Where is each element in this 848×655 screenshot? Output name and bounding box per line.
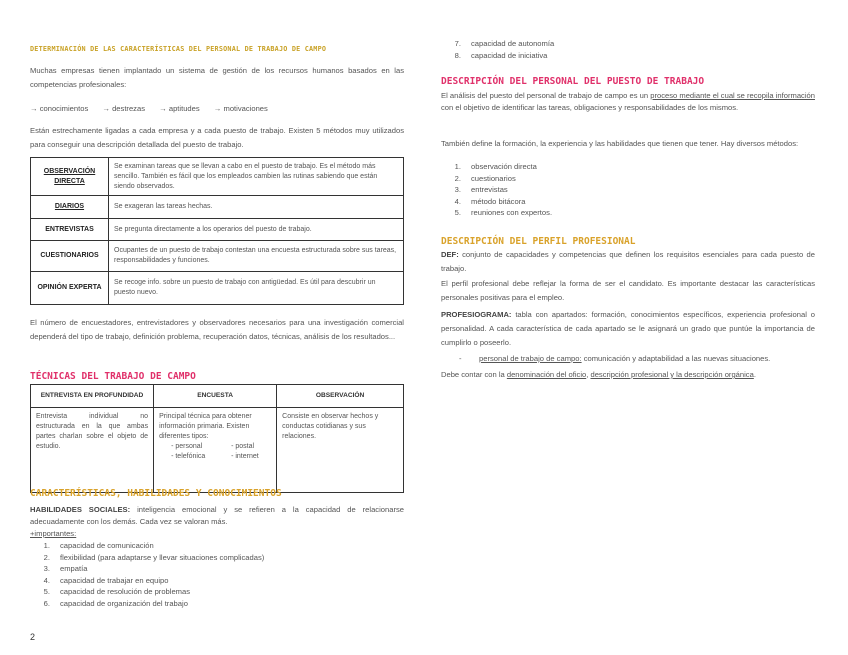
list-item: 4. capacidad de trabajar en equipo [43, 575, 169, 585]
encuesta-type: - postal [231, 443, 255, 450]
bullet-item: - personal de trabajo de campo: comunicación y adaptabilidad a las nuevas situaciones. [459, 354, 771, 363]
section-title-descripcion-personal: DESCRIPCIÓN DEL PERSONAL DEL PUESTO DE TRABAJO [441, 76, 705, 87]
encuesta-type: - personal [171, 443, 203, 450]
method-key: OBSERVACIÓN DIRECTA [31, 158, 109, 196]
competency-item: → aptitudes [159, 104, 200, 113]
encuesta-types [159, 442, 271, 462]
method-desc: Se recoge info. sobre un puesto de trabajo con antigüedad. Es útil para descubrir un puesto nuevo. [109, 272, 404, 305]
list-item: 8. capacidad de iniciativa [454, 50, 548, 60]
techniques-header: ENTREVISTA EN PROFUNDIDAD [31, 385, 154, 408]
final-paragraph: Debe contar con la denominación del oficio, descripción profesional y la descripción orgánica. [441, 370, 756, 379]
underlined-text: personal de trabajo de campo: [479, 354, 582, 363]
method-key: OPINIÓN EXPERTA [31, 272, 109, 305]
table-row [31, 385, 404, 408]
techniques-cell-entrevista: Entrevista individual no estructurada en la que ambas partes charlan sobre el objeto de estudio. [31, 408, 154, 493]
underlined-text: proceso mediante el cual se recopila información [650, 91, 815, 100]
methods-intro: Están estrechamente ligadas a cada empresa y a cada puesto de trabajo. Existen 5 métodos muy utilizados para conseguir una descripción detallada del puesto de trabajo. [30, 126, 404, 149]
techniques-header: ENCUESTA [154, 385, 277, 408]
techniques-table [30, 384, 404, 493]
list-item: 6. capacidad de organización del trabajo [43, 598, 188, 608]
method-key: CUESTIONARIOS [31, 241, 109, 272]
def-label: DEF: [441, 250, 459, 259]
desc-paragraph-1: El análisis del puesto del personal de trabajo de campo es un proceso mediante el cual se recopila información con el objetivo de identificar las tareas, obligaciones y responsabilidades de los mismos. [441, 91, 815, 112]
methods-table [30, 157, 404, 305]
table-row [31, 408, 404, 493]
method-key: DIARIOS [31, 196, 109, 219]
encuesta-type: - telefónica [171, 453, 206, 460]
list-item: 1. capacidad de comunicación [43, 541, 154, 550]
section-title-caracteristicas: CARACTERÍSTICAS, HABILIDADES Y CONOCIMIENTOS [30, 488, 282, 499]
methods-list [441, 161, 552, 219]
encuesta-type: - internet [231, 453, 259, 460]
table-row [31, 196, 404, 219]
section-title-perfil: DESCRIPCIÓN DEL PERFIL PROFESIONAL [441, 236, 636, 247]
list-item: 4. método bitácora [454, 196, 526, 206]
profesiograma-label: PROFESIOGRAMA: [441, 310, 512, 319]
list-item: 5. reuniones con expertos. [454, 208, 553, 218]
method-desc: Ocupantes de un puesto de trabajo contestan una encuesta estructurada sobre sus tareas, responsabilidades y funciones. [109, 241, 404, 272]
list-item: 5. capacidad de resolución de problemas [43, 587, 191, 597]
competency-item: → destrezas [102, 104, 146, 113]
underlined-text: descripción profesional y la descripción orgánica [590, 370, 754, 379]
list-item: 3. empatía [43, 564, 88, 574]
def-paragraph: DEF: conjunto de capacidades y competencias que definen los requisitos esenciales para cada puesto de trabajo. [441, 250, 815, 273]
intro-paragraph: Muchas empresas tienen implantado un sistema de gestión de los recursos humanos basados en las competencias profesionales: [30, 66, 404, 89]
table-row [31, 272, 404, 305]
skills-label: HABILIDADES SOCIALES: [30, 505, 131, 514]
competencies-row [30, 102, 404, 116]
desc-paragraph-2: También define la formación, la experiencia y las habilidades que tienen que tener. Hay diversos métodos: [441, 139, 799, 148]
table-row [31, 158, 404, 196]
continued-list [441, 38, 554, 61]
techniques-cell-encuesta [154, 408, 277, 493]
table-row [31, 219, 404, 241]
method-desc: Se exageran las tareas hechas. [109, 196, 404, 219]
after-methods-paragraph: El número de encuestadores, entrevistadores y observadores necesarios para una investigación comercial dependerá del tipo de trabajo, definición problema, recuperación datos, técnicas, análisis de los resultados... [30, 318, 404, 341]
profile-paragraph-2: El perfil profesional debe reflejar la forma de ser el candidato. Es importante destacar las características personales positivas para el empleo. [441, 279, 815, 302]
list-item: 3. entrevistas [454, 185, 508, 195]
encuesta-text: Principal técnica para obtener información primaria. Existen diferentes tipos: [159, 413, 252, 440]
section-title-determinacion: DETERMINACIÓN DE LAS CARACTERÍSTICAS DEL PERSONAL DE TRABAJO DE CAMPO [30, 45, 327, 53]
list-item: 2. flexibilidad (para adaptarse y llevar situaciones complicadas) [43, 552, 265, 562]
method-desc: Se examinan tareas que se llevan a cabo en el puesto de trabajo. Es el método más sencillo. También es fácil que los empleados cambien las rutinas sabiendo que están siendo observados. [109, 158, 404, 196]
method-key: ENTREVISTAS [31, 219, 109, 241]
skills-paragraph [30, 504, 404, 527]
table-row [31, 241, 404, 272]
page-number: 2 [30, 632, 36, 642]
important-list [30, 540, 264, 610]
profesiograma-paragraph: PROFESIOGRAMA: tabla con apartados: formación, conocimientos específicos, experiencia profesional o personalidad. A cada característica de cada apartado se le asignará un grado que puntúe la importancia de cumplirlo o poseerlo. [441, 310, 815, 347]
list-item: 2. cuestionarios [454, 173, 516, 183]
techniques-cell-observacion: Consiste en observar hechos y conductas cotidianas y sus relaciones. [277, 408, 404, 493]
competency-item: → conocimientos [30, 104, 89, 113]
method-desc: Se pregunta directamente a los operarios del puesto de trabajo. [109, 219, 404, 241]
competency-item: → motivaciones [213, 104, 268, 113]
list-item: 7. capacidad de autonomía [454, 39, 555, 48]
list-item: 1. observación directa [454, 162, 537, 171]
section-title-tecnicas: TÉCNICAS DEL TRABAJO DE CAMPO [30, 371, 196, 382]
important-label: +importantes: [30, 529, 77, 538]
techniques-header: OBSERVACIÓN [277, 385, 404, 408]
underlined-text: denominación del oficio [506, 370, 587, 379]
skills-text: inteligencia emocional y se refieren a la capacidad de relacionarse adecuadamente con los demás. Cada vez se valoran más. [30, 505, 404, 526]
